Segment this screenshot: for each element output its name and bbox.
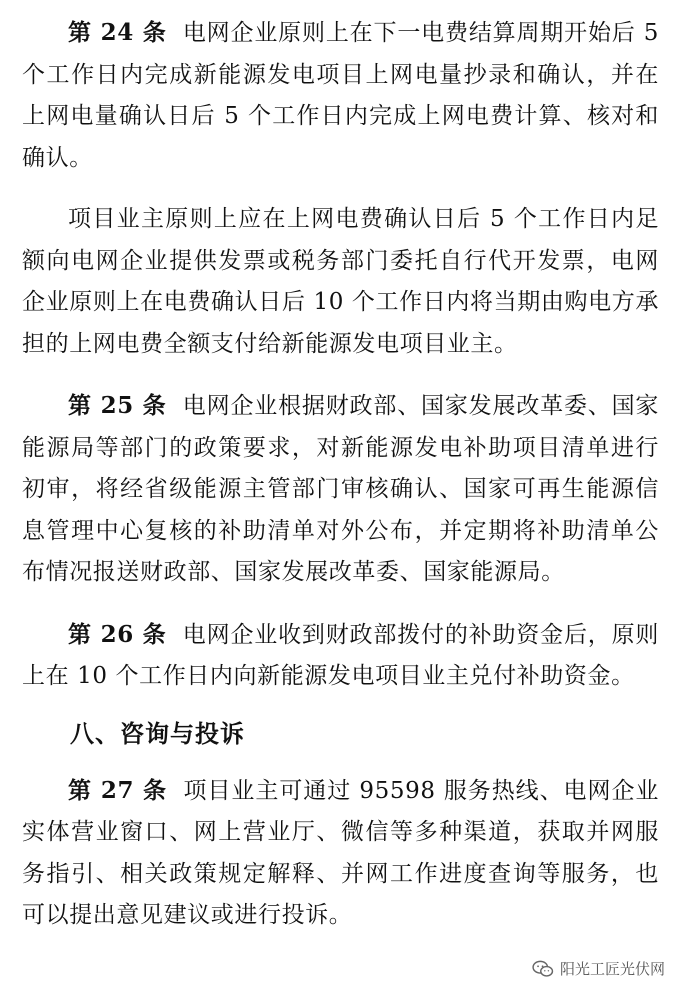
article-26-number: 第 26 条: [68, 620, 167, 648]
article-26-text: 电网企业收到财政部拨付的补助资金后，原则上在 10 个工作日内向新能源发电项目业主兑付补助资金。: [22, 621, 660, 689]
article-24-paragraph-2: 项目业主原则上应在上网电费确认日后 5 个工作日内足额向电网企业提供发票或税务部门委托自行代开发票，电网企业原则上在电费确认日后 10 个工作日内将当期由购电方承担的上网电费全额支付给新能源发电项目业主。: [22, 206, 659, 357]
article-25-paragraph: [22, 385, 659, 594]
article-27-number: 第 27 条: [68, 776, 168, 804]
wechat-icon: [532, 960, 554, 978]
article-25-text: 电网企业根据财政部、国家发展改革委、国家能源局等部门的政策要求，对新能源发电补助项目清单进行初审，将经省级能源主管部门审核确认、国家可再生能源信息管理中心复核的补助清单对外公布，并定期将补助清单公布情况报送财政部、国家发展改革委、国家能源局。: [22, 393, 660, 585]
article-24-text: 电网企业原则上在下一电费结算周期开始后 5 个工作日内完成新能源发电项目上网电量抄录和确认，并在上网电量确认日后 5 个工作日内完成上网电费计算、核对和确认。: [22, 20, 660, 171]
article-24-number: 第 24 条: [68, 19, 167, 46]
article-27-text: 项目业主可通过 95598 服务热线、电网企业实体营业窗口、网上营业厅、微信等多种渠道，获取并网服务指引、相关政策规定解释、并网工作进度查询等服务，也可以提出意见建议或进行投诉。: [22, 777, 659, 928]
section-heading-8: 八、咨询与投诉: [70, 719, 245, 748]
article-27-paragraph: [22, 770, 659, 937]
watermark-text: 阳光工匠光伏网: [559, 960, 665, 978]
article-24-paragraph: [22, 12, 659, 179]
article-26-paragraph: [22, 614, 659, 698]
article-25-number: 第 25 条: [68, 392, 167, 419]
source-watermark: [528, 956, 669, 981]
